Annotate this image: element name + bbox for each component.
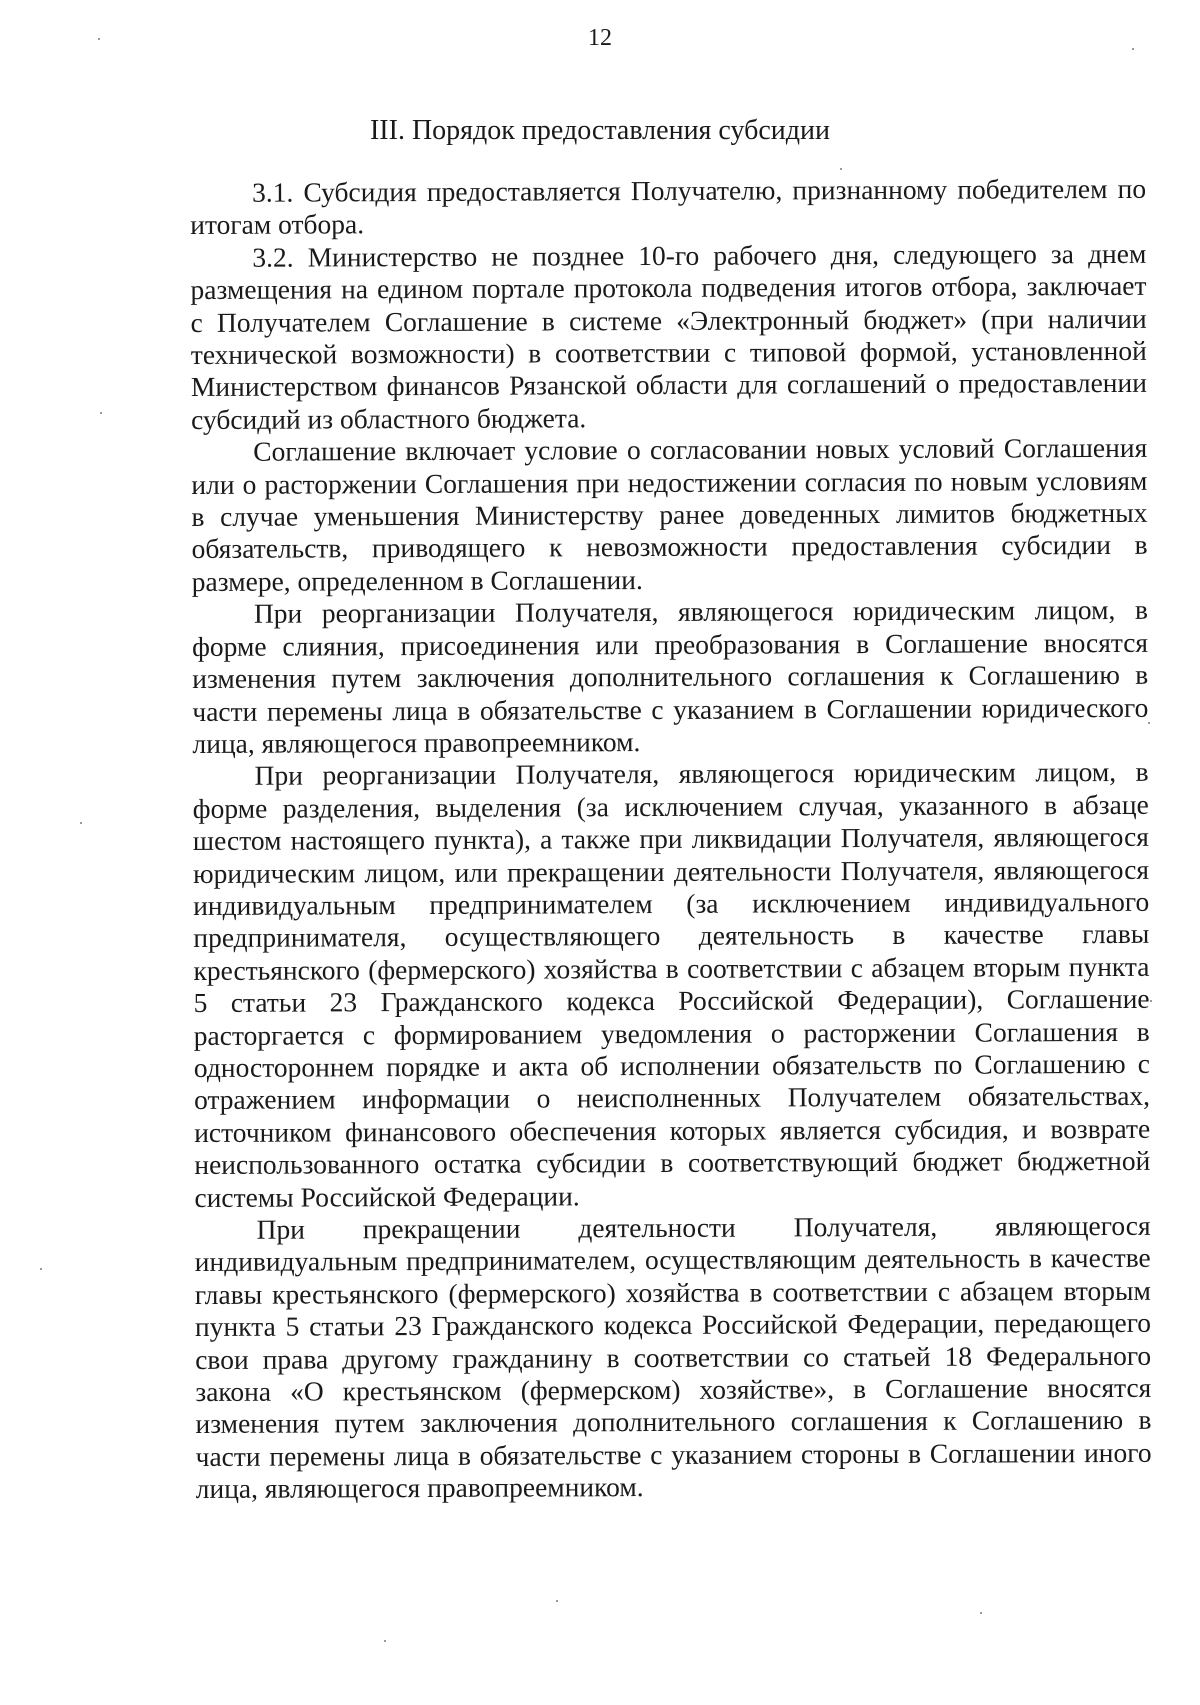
scan-speck — [40, 1268, 42, 1270]
section-title: III. Порядок предоставления субсидии — [369, 115, 830, 146]
scan-speck — [98, 38, 100, 40]
page-number: 12 — [588, 25, 612, 51]
paragraph-agreement-conditions: Соглашение включает условие о согласовании новых условий Соглашения или о расторжении Соглашения при недостижении согласия по новым условиям в случае уменьшения Министерству ранее доведенных лимитов бюджетных обязательств, приводящего к невозможности предоставления субсидии в размере, определенном в Соглашении. — [191, 432, 1148, 597]
scan-speck — [1148, 722, 1150, 724]
scan-speck — [840, 168, 842, 170]
paragraph-reorganization-merger: При реорганизации Получателя, являющегося юридическим лицом, в форме слияния, присоединения или преобразования в Соглашение вносятся изменения путем заключения дополнительного соглашения к Соглашению в части перемены лица в обязательстве с указанием в Соглашении юридического лица, являющегося правопреемником. — [191, 594, 1149, 759]
document-body — [190, 173, 1152, 1506]
scan-speck — [1150, 1000, 1152, 1002]
paragraph-farm-head-termination: При прекращении деятельности Получателя, являющегося индивидуальным предпринимателем, осуществляющим деятельность в качестве главы крестьянского (фермерского) хозяйства в соответствии с абзацем вторым пункта 5 статьи 23 Гражданского кодекса Российской Федерации, передающего свои права другому гражданину в соответствии со статьей 18 Федерального закона «О крестьянском (фермерском) хозяйстве», в Соглашение вносятся изменения путем заключения дополнительного соглашения к Соглашению в части перемены лица в обязательстве с указанием стороны в Соглашении иного лица, являющегося правопреемником. — [194, 1209, 1152, 1505]
paragraph-3-1: 3.1. Субсидия предоставляется Получателю, признанному победителем по итогам отбора. — [190, 172, 1147, 241]
scan-speck — [1132, 48, 1134, 50]
scan-speck — [80, 822, 82, 824]
scan-speck — [384, 1640, 386, 1642]
scan-speck — [556, 1600, 558, 1602]
scan-speck — [980, 1612, 982, 1614]
paragraph-reorganization-division: При реорганизации Получателя, являющегося юридическим лицом, в форме разделения, выделения (за исключением случая, указанного в абзаце шестом настоящего пункта), а также при ликвидации Получателя, являющегося юридическим лицом, или прекращении деятельности Получателя, являющегося индивидуальным предпринимателем (за исключением индивидуального предпринимателя, осуществляющего деятельность в качестве главы крестьянского (фермерского) хозяйства в соответствии с абзацем вторым пункта 5 статьи 23 Гражданского кодекса Российской Федерации), Соглашение расторгается с формированием уведомления о расторжении Соглашения в одностороннем порядке и акта об исполнении обязательств по Соглашению с отражением информации о неисполненных Получателем обязательствах, источником финансового обеспечения которых является субсидия, и возврате неиспользованного остатка субсидии в соответствующий бюджет бюджетной системы Российской Федерации. — [192, 756, 1151, 1213]
paragraph-3-2: 3.2. Министерство не позднее 10-го рабочего дня, следующего за днем размещения на едином портале протокола подведения итогов отбора, заключает с Получателем Соглашение в системе «Электронный бюджет» (при наличии технической возможности) в соответствии с типовой формой, установленной Министерством финансов Рязанской области для соглашений о предоставлении субсидий из областного бюджета. — [190, 237, 1147, 435]
scan-speck — [100, 412, 102, 414]
